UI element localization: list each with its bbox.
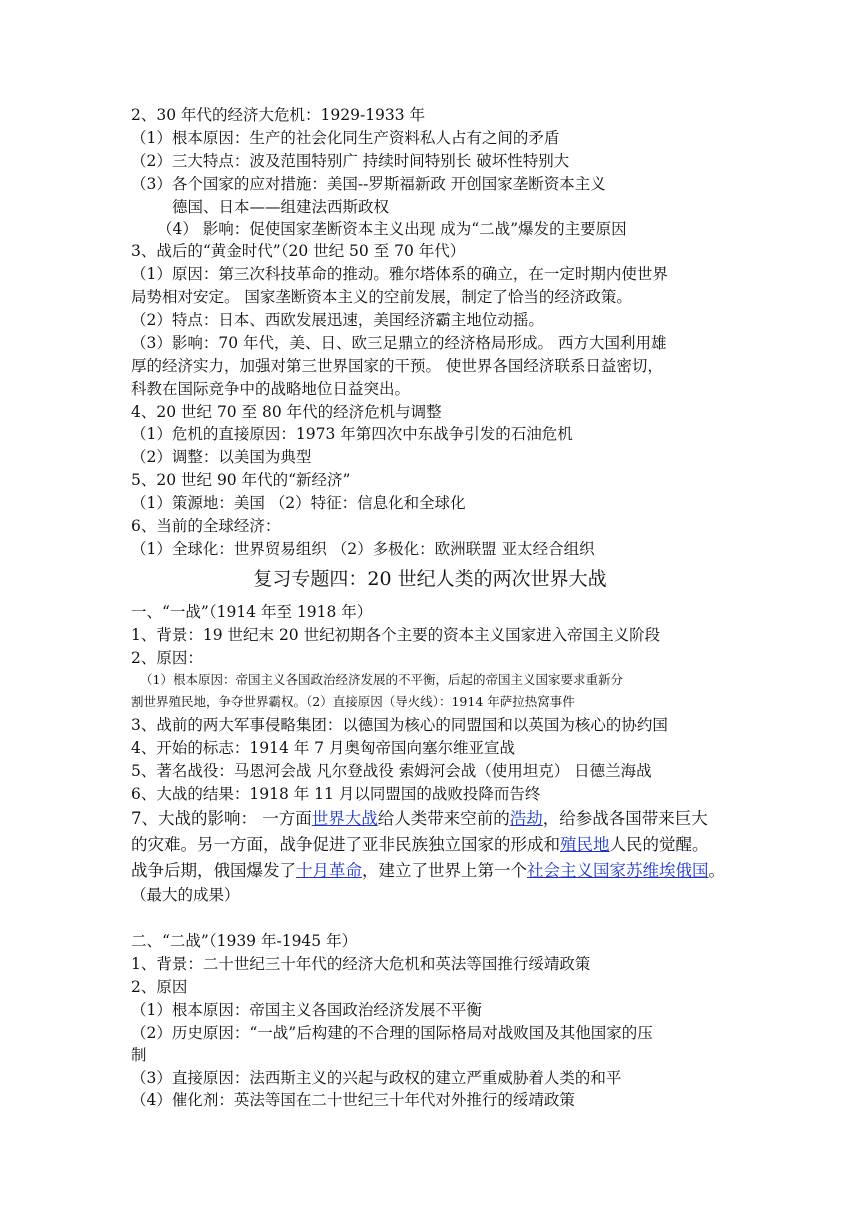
text-line: 厚的经济实力，加强对第三世界国家的干预。 使世界各国经济联系日益密切， bbox=[131, 357, 663, 375]
heading-crisis-adjustment: 4、20 世纪 70 至 80 年代的经济危机与调整 bbox=[131, 403, 442, 421]
text-line: （2）历史原因：“一战”后构建的不合理的国际格局对战败国及其他国家的压 bbox=[131, 1024, 653, 1042]
heading-economic-crisis: 2、30 年代的经济大危机：1929-1933 年 bbox=[131, 106, 426, 124]
text-line: 2、原因： bbox=[131, 649, 203, 667]
link-world-war[interactable]: 世界大战 bbox=[311, 809, 378, 828]
text-line: 局势相对安定。 国家垄断资本主义的空前发展，制定了恰当的经济政策。 bbox=[131, 288, 632, 306]
text-line: 1、背景：19 世纪末 20 世纪初期各个主要的资本主义国家进入帝国主义阶段 bbox=[131, 626, 661, 644]
text-line: 1、背景：二十世纪三十年代的经济大危机和英法等国推行绥靖政策 bbox=[131, 955, 591, 973]
text-line: 德国、日本——组建法西斯政权 bbox=[172, 198, 390, 216]
text-line: （3）直接原因：法西斯主义的兴起与政权的建立严重威胁着人类的和平 bbox=[131, 1069, 622, 1087]
text-line: 制 bbox=[131, 1046, 147, 1064]
text-line: （最大的成果） bbox=[131, 886, 240, 904]
text-line: 2、原因 bbox=[131, 978, 188, 996]
text-line: （1）根本原因：帝国主义各国政治经济发展不平衡 bbox=[131, 1001, 482, 1019]
text-line-small: 割世界殖民地，争夺世界霸权。（2）直接原因（导火线）：1914 年萨拉热窝事件 bbox=[131, 694, 575, 709]
paragraph-line: 的灾难。另一方面，战争促进了亚非民族独立国家的形成和殖民地人民的觉醒。 bbox=[131, 835, 709, 854]
link-soviet-russia[interactable]: 社会主义国家苏维埃俄国 bbox=[527, 861, 709, 880]
paragraph-line: 战争后期，俄国爆发了十月革命，建立了世界上第一个社会主义国家苏维埃俄国。 bbox=[131, 861, 725, 880]
heading-global-economy: 6、当前的全球经济： bbox=[131, 517, 281, 535]
text-line: 6、大战的结果：1918 年 11 月以同盟国的战败投降而告终 bbox=[131, 785, 541, 803]
text-line: 5、著名战役：马恩河会战 凡尔登战役 索姆河会战（使用坦克） 日德兰海战 bbox=[131, 762, 652, 780]
text-line: （4）催化剂：英法等国在二十世纪三十年代对外推行的绥靖政策 bbox=[131, 1091, 575, 1109]
text-line: （3）影响：70 年代，美、日、欧三足鼎立的经济格局形成。 西方大国利用雄 bbox=[131, 334, 667, 352]
heading-ww1: 一、“一战”（1914 年至 1918 年） bbox=[131, 603, 373, 621]
text-line: （1）策源地：美国 （2）特征：信息化和全球化 bbox=[131, 494, 466, 512]
text-line: 3、战前的两大军事侵略集团：以德国为核心的同盟国和以英国为核心的协约国 bbox=[131, 716, 668, 734]
section-title: 复习专题四：20 世纪人类的两次世界大战 bbox=[253, 568, 607, 590]
text-line: （2）三大特点：波及范围特别广 持续时间特别长 破坏性特别大 bbox=[131, 152, 570, 170]
link-calamity[interactable]: 浩劫 bbox=[509, 809, 543, 828]
text-line: （2）特点：日本、西欧发展迅速，美国经济霸主地位动摇。 bbox=[131, 311, 544, 329]
text-line-small: （1）根本原因：帝国主义各国政治经济发展的不平衡，后起的帝国主义国家要求重新分 bbox=[140, 672, 623, 687]
text-line: （1）危机的直接原因：1973 年第四次中东战争引发的石油危机 bbox=[131, 425, 573, 443]
text-line: （2）调整：以美国为典型 bbox=[131, 448, 312, 466]
heading-new-economy: 5、20 世纪 90 年代的“新经济” bbox=[131, 471, 351, 489]
text-line: （1）原因：第三次科技革命的推动。雅尔塔体系的确立，在一定时期内使世界 bbox=[131, 265, 668, 283]
text-line: （3）各个国家的应对措施：美国--罗斯福新政 开创国家垄断资本主义 bbox=[131, 175, 606, 193]
text-line: （1）根本原因：生产的社会化同生产资料私人占有之间的矛盾 bbox=[131, 129, 560, 147]
text-line: 4、开始的标志：1914 年 7 月奥匈帝国向塞尔维亚宣战 bbox=[131, 739, 515, 757]
paragraph-line: 7、大战的影响： 一方面世界大战给人类带来空前的浩劫，给参战各国带来巨大 bbox=[131, 809, 708, 828]
text-line: （1）全球化：世界贸易组织 （2）多极化：欧洲联盟 亚太经合组织 bbox=[131, 540, 595, 558]
text-line: 科教在国际竞争中的战略地位日益突出。 bbox=[131, 380, 411, 398]
link-october-revolution[interactable]: 十月革命 bbox=[296, 861, 362, 880]
text-line: （4） 影响：促使国家垄断资本主义出现 成为“二战”爆发的主要原因 bbox=[157, 220, 627, 238]
heading-ww2: 二、“二战”（1939 年-1945 年） bbox=[131, 932, 358, 950]
link-colony[interactable]: 殖民地 bbox=[560, 835, 610, 854]
heading-golden-age: 3、战后的“黄金时代”（20 世纪 50 至 70 年代） bbox=[131, 242, 466, 260]
